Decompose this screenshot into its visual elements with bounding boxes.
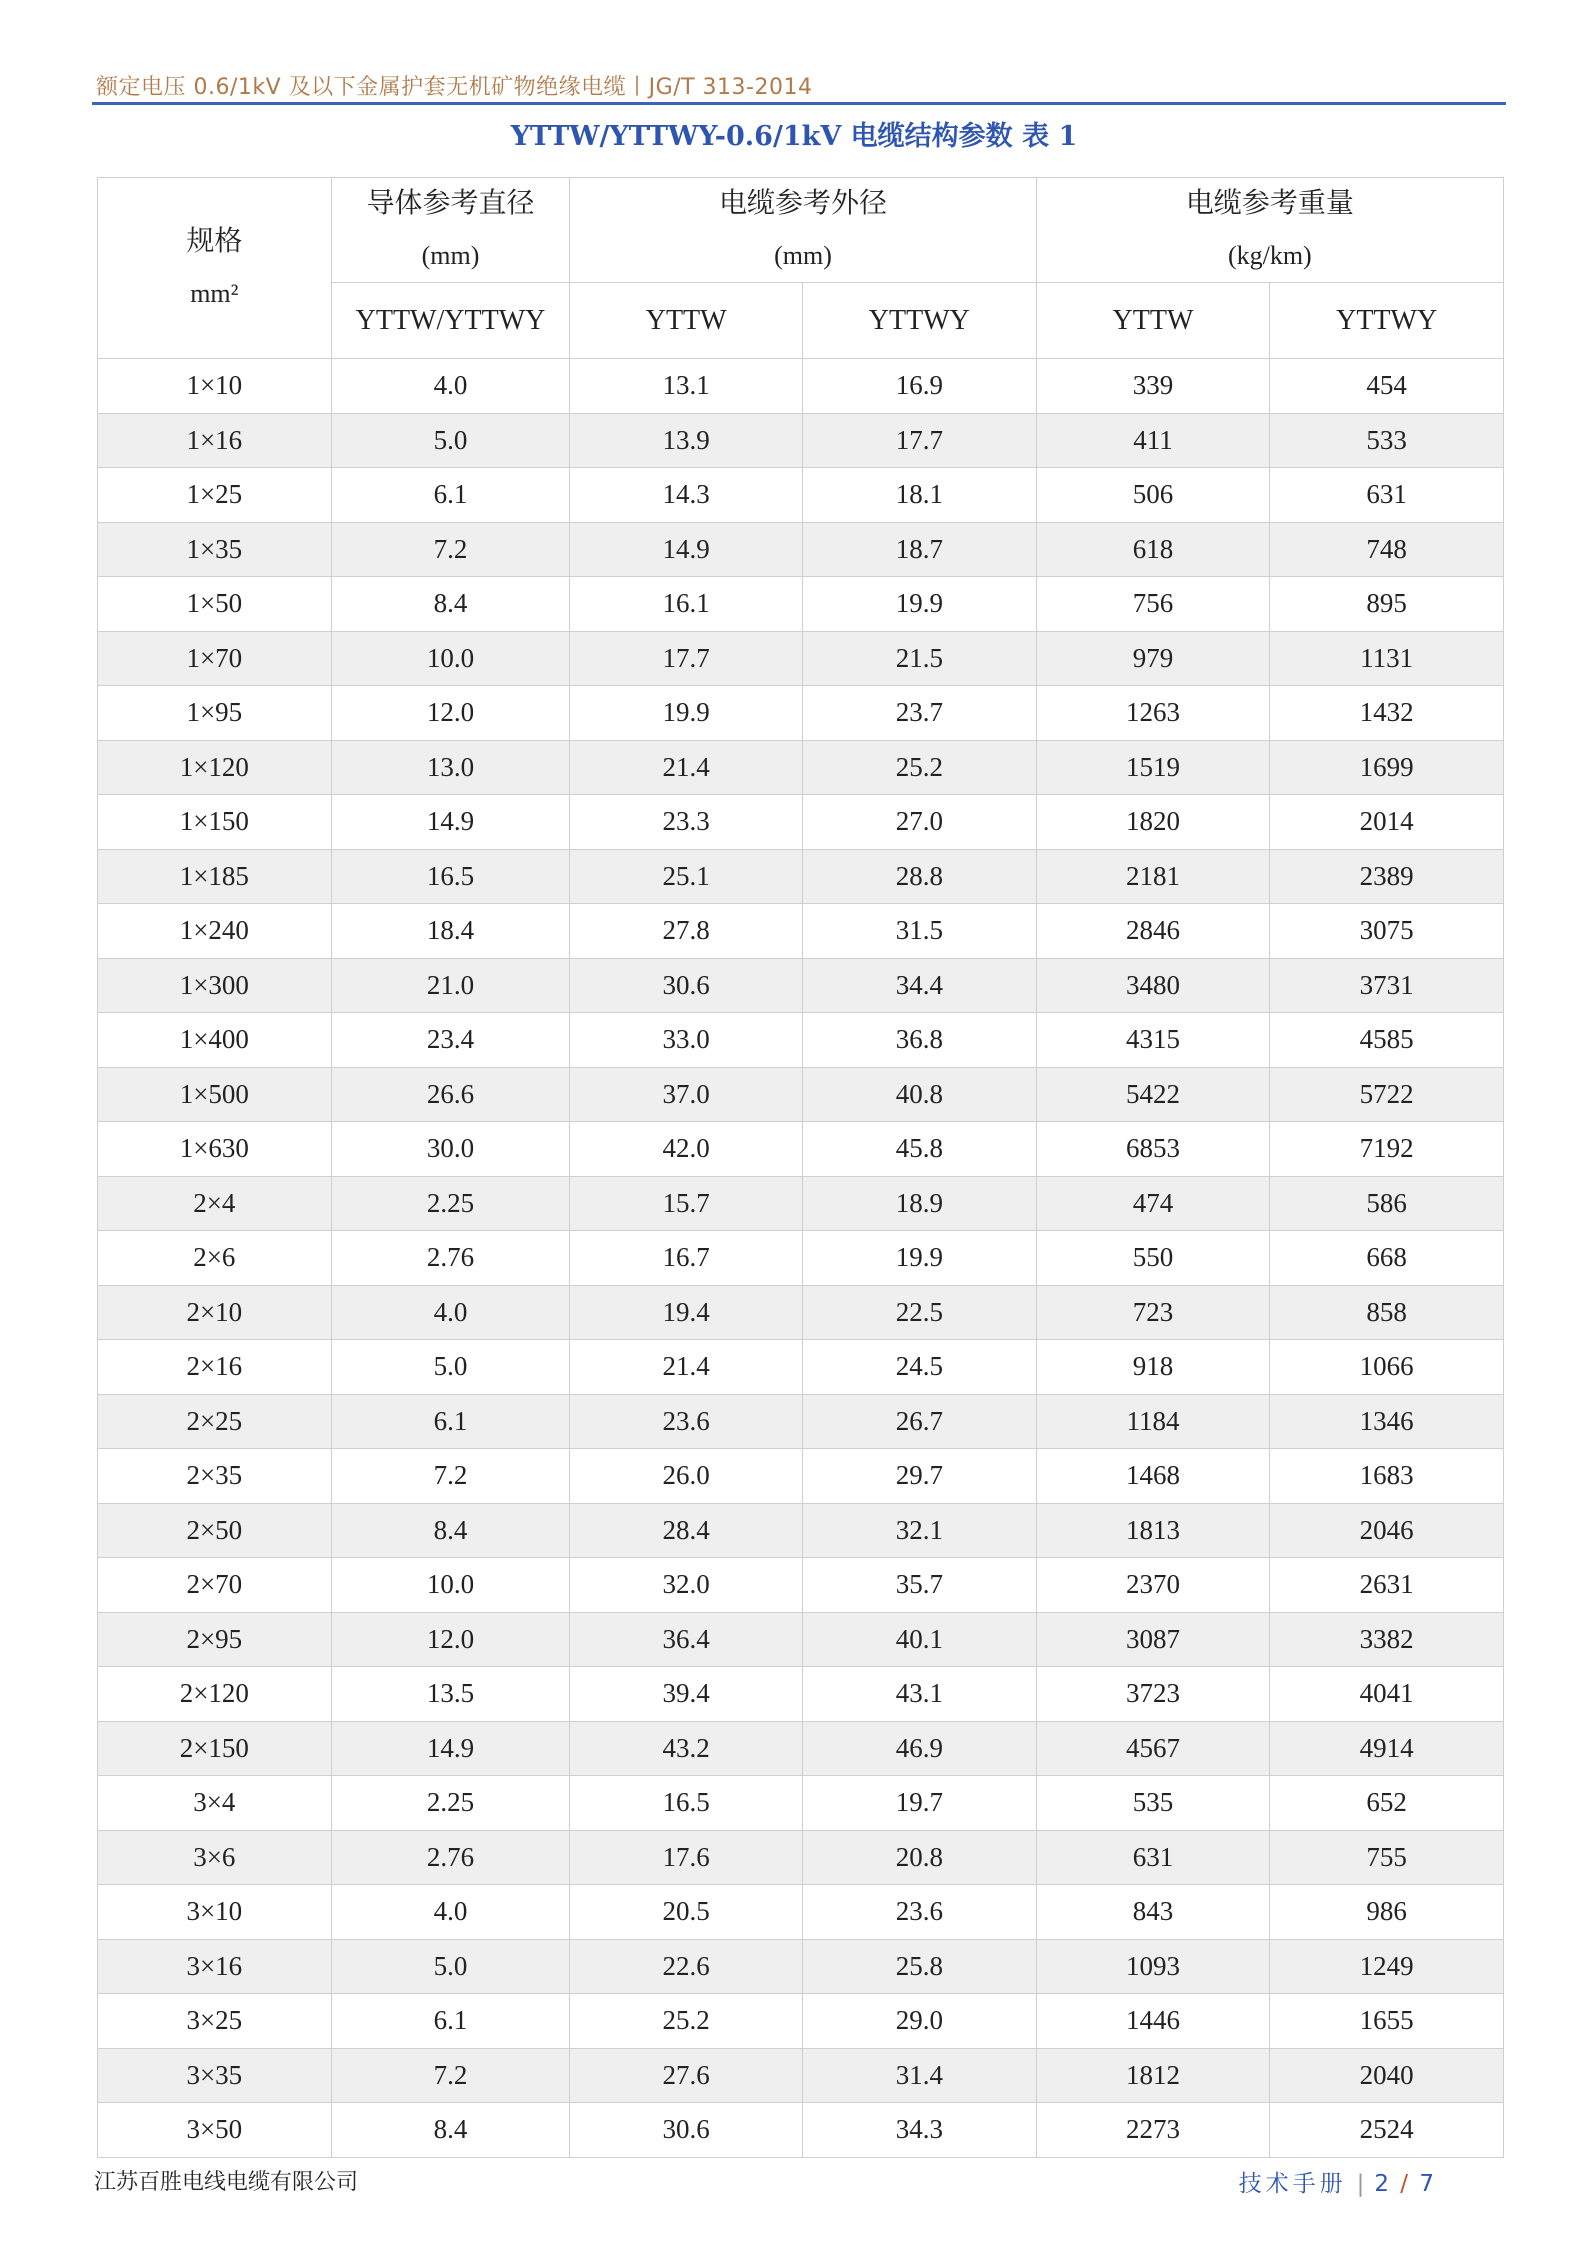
weight-yttw-cell: 2181 bbox=[1036, 849, 1270, 904]
od-yttw-cell: 37.0 bbox=[570, 1067, 803, 1122]
table-row bbox=[98, 1667, 1504, 1722]
od-yttw-cell: 39.4 bbox=[570, 1667, 803, 1722]
weight-yttw-cell: 3723 bbox=[1036, 1667, 1270, 1722]
weight-yttw-cell: 339 bbox=[1036, 359, 1270, 414]
conductor-diameter-cell: 8.4 bbox=[331, 1503, 570, 1558]
page-header: 额定电压 0.6/1kV 及以下金属护套无机矿物绝缘电缆丨JG/T 313-2014 bbox=[96, 75, 813, 100]
weight-yttwy-cell: 1346 bbox=[1270, 1394, 1504, 1449]
weight-yttw-cell: 1813 bbox=[1036, 1503, 1270, 1558]
header-od-label: 电缆参考外径 bbox=[718, 188, 887, 219]
od-yttwy-cell: 19.7 bbox=[802, 1776, 1036, 1831]
od-yttwy-cell: 19.9 bbox=[802, 577, 1036, 632]
conductor-diameter-cell: 4.0 bbox=[331, 359, 570, 414]
conductor-diameter-cell: 26.6 bbox=[331, 1067, 570, 1122]
conductor-diameter-cell: 4.0 bbox=[331, 1285, 570, 1340]
spec-cell: 1×630 bbox=[98, 1122, 332, 1177]
weight-yttwy-cell: 1432 bbox=[1270, 686, 1504, 741]
weight-yttwy-cell: 755 bbox=[1270, 1830, 1504, 1885]
table-row bbox=[98, 413, 1504, 468]
od-yttwy-cell: 34.4 bbox=[802, 958, 1036, 1013]
table-row bbox=[98, 904, 1504, 959]
weight-yttwy-cell: 3075 bbox=[1270, 904, 1504, 959]
od-yttw-cell: 15.7 bbox=[570, 1176, 803, 1231]
conductor-diameter-cell: 10.0 bbox=[331, 631, 570, 686]
od-yttw-cell: 27.6 bbox=[570, 2048, 803, 2103]
od-yttwy-cell: 18.9 bbox=[802, 1176, 1036, 1231]
header-conductor-unit: (mm) bbox=[421, 241, 480, 270]
spec-cell: 1×50 bbox=[98, 577, 332, 632]
footer-right bbox=[1239, 2165, 1436, 2198]
table-row bbox=[98, 1285, 1504, 1340]
spec-cell: 1×16 bbox=[98, 413, 332, 468]
weight-yttw-cell: 1812 bbox=[1036, 2048, 1270, 2103]
od-yttw-cell: 16.5 bbox=[570, 1776, 803, 1831]
od-yttw-cell: 17.6 bbox=[570, 1830, 803, 1885]
weight-yttw-cell: 843 bbox=[1036, 1885, 1270, 1940]
od-yttw-cell: 26.0 bbox=[570, 1449, 803, 1504]
od-yttwy-cell: 29.7 bbox=[802, 1449, 1036, 1504]
conductor-diameter-cell: 8.4 bbox=[331, 2103, 570, 2158]
od-yttw-cell: 19.9 bbox=[570, 686, 803, 741]
weight-yttw-cell: 3087 bbox=[1036, 1612, 1270, 1667]
weight-yttwy-cell: 986 bbox=[1270, 1885, 1504, 1940]
spec-cell: 2×150 bbox=[98, 1721, 332, 1776]
table-row bbox=[98, 958, 1504, 1013]
spec-cell: 3×35 bbox=[98, 2048, 332, 2103]
od-yttw-cell: 36.4 bbox=[570, 1612, 803, 1667]
table-row bbox=[98, 1503, 1504, 1558]
od-yttw-cell: 28.4 bbox=[570, 1503, 803, 1558]
page-current: 2 bbox=[1374, 2171, 1391, 2197]
weight-yttw-cell: 2370 bbox=[1036, 1558, 1270, 1613]
weight-yttwy-cell: 4585 bbox=[1270, 1013, 1504, 1068]
conductor-diameter-cell: 10.0 bbox=[331, 1558, 570, 1613]
weight-yttwy-cell: 748 bbox=[1270, 522, 1504, 577]
weight-yttw-cell: 474 bbox=[1036, 1176, 1270, 1231]
conductor-diameter-cell: 7.2 bbox=[331, 1449, 570, 1504]
subheader-od-yttwy: YTTWY bbox=[802, 283, 1036, 359]
spec-cell: 2×25 bbox=[98, 1394, 332, 1449]
od-yttwy-cell: 40.8 bbox=[802, 1067, 1036, 1122]
table-row bbox=[98, 1067, 1504, 1122]
header-weight bbox=[1036, 178, 1503, 283]
spec-cell: 3×6 bbox=[98, 1830, 332, 1885]
page-number bbox=[1374, 2171, 1436, 2197]
weight-yttw-cell: 1820 bbox=[1036, 795, 1270, 850]
conductor-diameter-cell: 12.0 bbox=[331, 1612, 570, 1667]
weight-yttwy-cell: 4041 bbox=[1270, 1667, 1504, 1722]
od-yttw-cell: 20.5 bbox=[570, 1885, 803, 1940]
od-yttwy-cell: 32.1 bbox=[802, 1503, 1036, 1558]
weight-yttw-cell: 535 bbox=[1036, 1776, 1270, 1831]
conductor-diameter-cell: 6.1 bbox=[331, 468, 570, 523]
conductor-diameter-cell: 13.5 bbox=[331, 1667, 570, 1722]
weight-yttw-cell: 1093 bbox=[1036, 1939, 1270, 1994]
spec-cell: 3×10 bbox=[98, 1885, 332, 1940]
spec-cell: 2×16 bbox=[98, 1340, 332, 1395]
weight-yttwy-cell: 1683 bbox=[1270, 1449, 1504, 1504]
od-yttwy-cell: 31.4 bbox=[802, 2048, 1036, 2103]
table-row bbox=[98, 1122, 1504, 1177]
table-row bbox=[98, 359, 1504, 414]
page-total: 7 bbox=[1419, 2171, 1436, 2197]
weight-yttwy-cell: 3731 bbox=[1270, 958, 1504, 1013]
spec-cell: 1×240 bbox=[98, 904, 332, 959]
spec-cell: 1×25 bbox=[98, 468, 332, 523]
page-slash: / bbox=[1400, 2171, 1411, 2197]
spec-cell: 3×50 bbox=[98, 2103, 332, 2158]
od-yttw-cell: 13.9 bbox=[570, 413, 803, 468]
conductor-diameter-cell: 12.0 bbox=[331, 686, 570, 741]
od-yttwy-cell: 24.5 bbox=[802, 1340, 1036, 1395]
table-row bbox=[98, 1885, 1504, 1940]
table-row bbox=[98, 2048, 1504, 2103]
spec-cell: 1×185 bbox=[98, 849, 332, 904]
weight-yttw-cell: 550 bbox=[1036, 1231, 1270, 1286]
od-yttwy-cell: 28.8 bbox=[802, 849, 1036, 904]
spec-cell: 2×70 bbox=[98, 1558, 332, 1613]
header-spec-label: 规格 bbox=[186, 226, 243, 257]
weight-yttwy-cell: 533 bbox=[1270, 413, 1504, 468]
od-yttw-cell: 23.6 bbox=[570, 1394, 803, 1449]
header-weight-unit: (kg/km) bbox=[1227, 241, 1312, 270]
conductor-diameter-cell: 21.0 bbox=[331, 958, 570, 1013]
weight-yttwy-cell: 2014 bbox=[1270, 795, 1504, 850]
od-yttwy-cell: 46.9 bbox=[802, 1721, 1036, 1776]
table-row bbox=[98, 740, 1504, 795]
conductor-diameter-cell: 5.0 bbox=[331, 413, 570, 468]
table-row bbox=[98, 1449, 1504, 1504]
spec-cell: 2×50 bbox=[98, 1503, 332, 1558]
table-row bbox=[98, 849, 1504, 904]
table-row bbox=[98, 1776, 1504, 1831]
weight-yttwy-cell: 1249 bbox=[1270, 1939, 1504, 1994]
table-row bbox=[98, 631, 1504, 686]
od-yttw-cell: 13.1 bbox=[570, 359, 803, 414]
weight-yttwy-cell: 2046 bbox=[1270, 1503, 1504, 1558]
spec-cell: 1×400 bbox=[98, 1013, 332, 1068]
od-yttw-cell: 33.0 bbox=[570, 1013, 803, 1068]
weight-yttwy-cell: 1655 bbox=[1270, 1994, 1504, 2049]
subheader-conductor: YTTW/YTTWY bbox=[331, 283, 570, 359]
weight-yttw-cell: 1468 bbox=[1036, 1449, 1270, 1504]
header-conductor-label: 导体参考直径 bbox=[366, 188, 535, 219]
od-yttwy-cell: 40.1 bbox=[802, 1612, 1036, 1667]
conductor-diameter-cell: 2.25 bbox=[331, 1776, 570, 1831]
table-row bbox=[98, 686, 1504, 741]
table-row bbox=[98, 795, 1504, 850]
od-yttw-cell: 23.3 bbox=[570, 795, 803, 850]
table-row bbox=[98, 1612, 1504, 1667]
conductor-diameter-cell: 16.5 bbox=[331, 849, 570, 904]
table-row bbox=[98, 468, 1504, 523]
conductor-diameter-cell: 7.2 bbox=[331, 522, 570, 577]
od-yttw-cell: 16.7 bbox=[570, 1231, 803, 1286]
spec-cell: 1×500 bbox=[98, 1067, 332, 1122]
od-yttwy-cell: 36.8 bbox=[802, 1013, 1036, 1068]
table-row bbox=[98, 1721, 1504, 1776]
manual-label: 技术手册 bbox=[1238, 2171, 1347, 2197]
od-yttw-cell: 42.0 bbox=[570, 1122, 803, 1177]
od-yttwy-cell: 18.7 bbox=[802, 522, 1036, 577]
spec-cell: 1×70 bbox=[98, 631, 332, 686]
weight-yttw-cell: 2846 bbox=[1036, 904, 1270, 959]
od-yttw-cell: 25.1 bbox=[570, 849, 803, 904]
conductor-diameter-cell: 23.4 bbox=[331, 1013, 570, 1068]
weight-yttwy-cell: 2524 bbox=[1270, 2103, 1504, 2158]
spec-cell: 3×25 bbox=[98, 1994, 332, 2049]
weight-yttwy-cell: 454 bbox=[1270, 359, 1504, 414]
conductor-diameter-cell: 6.1 bbox=[331, 1394, 570, 1449]
od-yttwy-cell: 19.9 bbox=[802, 1231, 1036, 1286]
od-yttw-cell: 32.0 bbox=[570, 1558, 803, 1613]
weight-yttw-cell: 979 bbox=[1036, 631, 1270, 686]
header-outer-diameter bbox=[570, 178, 1036, 283]
weight-yttw-cell: 5422 bbox=[1036, 1067, 1270, 1122]
table-row bbox=[98, 1231, 1504, 1286]
conductor-diameter-cell: 18.4 bbox=[331, 904, 570, 959]
od-yttwy-cell: 21.5 bbox=[802, 631, 1036, 686]
subheader-weight-yttwy: YTTWY bbox=[1270, 283, 1504, 359]
table-row bbox=[98, 1013, 1504, 1068]
subheader-weight-yttw: YTTW bbox=[1036, 283, 1270, 359]
table-body bbox=[98, 359, 1504, 2158]
weight-yttw-cell: 1263 bbox=[1036, 686, 1270, 741]
spec-cell: 1×150 bbox=[98, 795, 332, 850]
weight-yttw-cell: 4567 bbox=[1036, 1721, 1270, 1776]
od-yttwy-cell: 20.8 bbox=[802, 1830, 1036, 1885]
table-row bbox=[98, 1176, 1504, 1231]
subheader-od-yttw: YTTW bbox=[570, 283, 803, 359]
od-yttw-cell: 19.4 bbox=[570, 1285, 803, 1340]
weight-yttw-cell: 2273 bbox=[1036, 2103, 1270, 2158]
weight-yttw-cell: 723 bbox=[1036, 1285, 1270, 1340]
weight-yttw-cell: 618 bbox=[1036, 522, 1270, 577]
weight-yttw-cell: 506 bbox=[1036, 468, 1270, 523]
od-yttwy-cell: 25.8 bbox=[802, 1939, 1036, 1994]
weight-yttw-cell: 6853 bbox=[1036, 1122, 1270, 1177]
company-name: 江苏百胜电线电缆有限公司 bbox=[94, 2170, 359, 2195]
weight-yttwy-cell: 1066 bbox=[1270, 1340, 1504, 1395]
weight-yttwy-cell: 7192 bbox=[1270, 1122, 1504, 1177]
od-yttw-cell: 30.6 bbox=[570, 958, 803, 1013]
weight-yttw-cell: 1519 bbox=[1036, 740, 1270, 795]
weight-yttwy-cell: 652 bbox=[1270, 1776, 1504, 1831]
header-od-unit: (mm) bbox=[774, 241, 832, 270]
conductor-diameter-cell: 14.9 bbox=[331, 795, 570, 850]
od-yttwy-cell: 26.7 bbox=[802, 1394, 1036, 1449]
conductor-diameter-cell: 13.0 bbox=[331, 740, 570, 795]
od-yttwy-cell: 34.3 bbox=[802, 2103, 1036, 2158]
od-yttwy-cell: 29.0 bbox=[802, 1994, 1036, 2049]
weight-yttw-cell: 4315 bbox=[1036, 1013, 1270, 1068]
spec-cell: 2×4 bbox=[98, 1176, 332, 1231]
od-yttwy-cell: 43.1 bbox=[802, 1667, 1036, 1722]
conductor-diameter-cell: 8.4 bbox=[331, 577, 570, 632]
od-yttw-cell: 14.3 bbox=[570, 468, 803, 523]
weight-yttwy-cell: 2040 bbox=[1270, 2048, 1504, 2103]
table-row bbox=[98, 577, 1504, 632]
weight-yttwy-cell: 895 bbox=[1270, 577, 1504, 632]
weight-yttw-cell: 3480 bbox=[1036, 958, 1270, 1013]
od-yttw-cell: 21.4 bbox=[570, 1340, 803, 1395]
weight-yttwy-cell: 586 bbox=[1270, 1176, 1504, 1231]
conductor-diameter-cell: 14.9 bbox=[331, 1721, 570, 1776]
od-yttw-cell: 22.6 bbox=[570, 1939, 803, 1994]
od-yttwy-cell: 35.7 bbox=[802, 1558, 1036, 1613]
footer-separator: | bbox=[1356, 2171, 1365, 2197]
od-yttwy-cell: 27.0 bbox=[802, 795, 1036, 850]
table-row bbox=[98, 1939, 1504, 1994]
conductor-diameter-cell: 5.0 bbox=[331, 1939, 570, 1994]
od-yttw-cell: 25.2 bbox=[570, 1994, 803, 2049]
weight-yttw-cell: 631 bbox=[1036, 1830, 1270, 1885]
od-yttw-cell: 16.1 bbox=[570, 577, 803, 632]
weight-yttwy-cell: 668 bbox=[1270, 1231, 1504, 1286]
conductor-diameter-cell: 4.0 bbox=[331, 1885, 570, 1940]
header-weight-label: 电缆参考重量 bbox=[1185, 188, 1354, 219]
od-yttwy-cell: 23.6 bbox=[802, 1885, 1036, 1940]
od-yttw-cell: 30.6 bbox=[570, 2103, 803, 2158]
header-conductor bbox=[331, 178, 570, 283]
spec-cell: 2×120 bbox=[98, 1667, 332, 1722]
spec-cell: 3×4 bbox=[98, 1776, 332, 1831]
od-yttw-cell: 43.2 bbox=[570, 1721, 803, 1776]
spec-cell: 1×95 bbox=[98, 686, 332, 741]
conductor-diameter-cell: 6.1 bbox=[331, 1994, 570, 2049]
spec-cell: 1×35 bbox=[98, 522, 332, 577]
od-yttw-cell: 17.7 bbox=[570, 631, 803, 686]
od-yttwy-cell: 23.7 bbox=[802, 686, 1036, 741]
header-spec-unit: mm² bbox=[190, 279, 239, 308]
spec-cell: 1×120 bbox=[98, 740, 332, 795]
table-row bbox=[98, 1830, 1504, 1885]
weight-yttw-cell: 756 bbox=[1036, 577, 1270, 632]
conductor-diameter-cell: 2.25 bbox=[331, 1176, 570, 1231]
weight-yttw-cell: 918 bbox=[1036, 1340, 1270, 1395]
od-yttw-cell: 27.8 bbox=[570, 904, 803, 959]
table-row bbox=[98, 1394, 1504, 1449]
header-rule bbox=[92, 102, 1506, 105]
weight-yttw-cell: 1446 bbox=[1036, 1994, 1270, 2049]
od-yttwy-cell: 16.9 bbox=[802, 359, 1036, 414]
table-row bbox=[98, 1340, 1504, 1395]
od-yttw-cell: 14.9 bbox=[570, 522, 803, 577]
od-yttwy-cell: 31.5 bbox=[802, 904, 1036, 959]
od-yttw-cell: 21.4 bbox=[570, 740, 803, 795]
weight-yttw-cell: 1184 bbox=[1036, 1394, 1270, 1449]
table-row bbox=[98, 1994, 1504, 2049]
weight-yttwy-cell: 1699 bbox=[1270, 740, 1504, 795]
spec-cell: 2×6 bbox=[98, 1231, 332, 1286]
spec-cell: 2×10 bbox=[98, 1285, 332, 1340]
conductor-diameter-cell: 7.2 bbox=[331, 2048, 570, 2103]
spec-cell: 1×300 bbox=[98, 958, 332, 1013]
spec-cell: 2×35 bbox=[98, 1449, 332, 1504]
conductor-diameter-cell: 2.76 bbox=[331, 1830, 570, 1885]
spec-cell: 1×10 bbox=[98, 359, 332, 414]
od-yttwy-cell: 17.7 bbox=[802, 413, 1036, 468]
conductor-diameter-cell: 5.0 bbox=[331, 1340, 570, 1395]
conductor-diameter-cell: 2.76 bbox=[331, 1231, 570, 1286]
weight-yttwy-cell: 2631 bbox=[1270, 1558, 1504, 1613]
table-row bbox=[98, 522, 1504, 577]
weight-yttwy-cell: 4914 bbox=[1270, 1721, 1504, 1776]
table-title: YTTW/YTTWY-0.6/1kV 电缆结构参数 表 1 bbox=[510, 121, 1078, 152]
weight-yttwy-cell: 3382 bbox=[1270, 1612, 1504, 1667]
table-row bbox=[98, 2103, 1504, 2158]
od-yttwy-cell: 22.5 bbox=[802, 1285, 1036, 1340]
weight-yttwy-cell: 1131 bbox=[1270, 631, 1504, 686]
od-yttwy-cell: 18.1 bbox=[802, 468, 1036, 523]
spec-cell: 2×95 bbox=[98, 1612, 332, 1667]
od-yttwy-cell: 45.8 bbox=[802, 1122, 1036, 1177]
conductor-diameter-cell: 30.0 bbox=[331, 1122, 570, 1177]
od-yttwy-cell: 25.2 bbox=[802, 740, 1036, 795]
weight-yttwy-cell: 858 bbox=[1270, 1285, 1504, 1340]
weight-yttwy-cell: 631 bbox=[1270, 468, 1504, 523]
spec-cell: 3×16 bbox=[98, 1939, 332, 1994]
header-spec bbox=[98, 178, 332, 359]
weight-yttwy-cell: 2389 bbox=[1270, 849, 1504, 904]
table-row bbox=[98, 1558, 1504, 1613]
weight-yttw-cell: 411 bbox=[1036, 413, 1270, 468]
cable-parameter-table bbox=[97, 177, 1504, 2158]
weight-yttwy-cell: 5722 bbox=[1270, 1067, 1504, 1122]
